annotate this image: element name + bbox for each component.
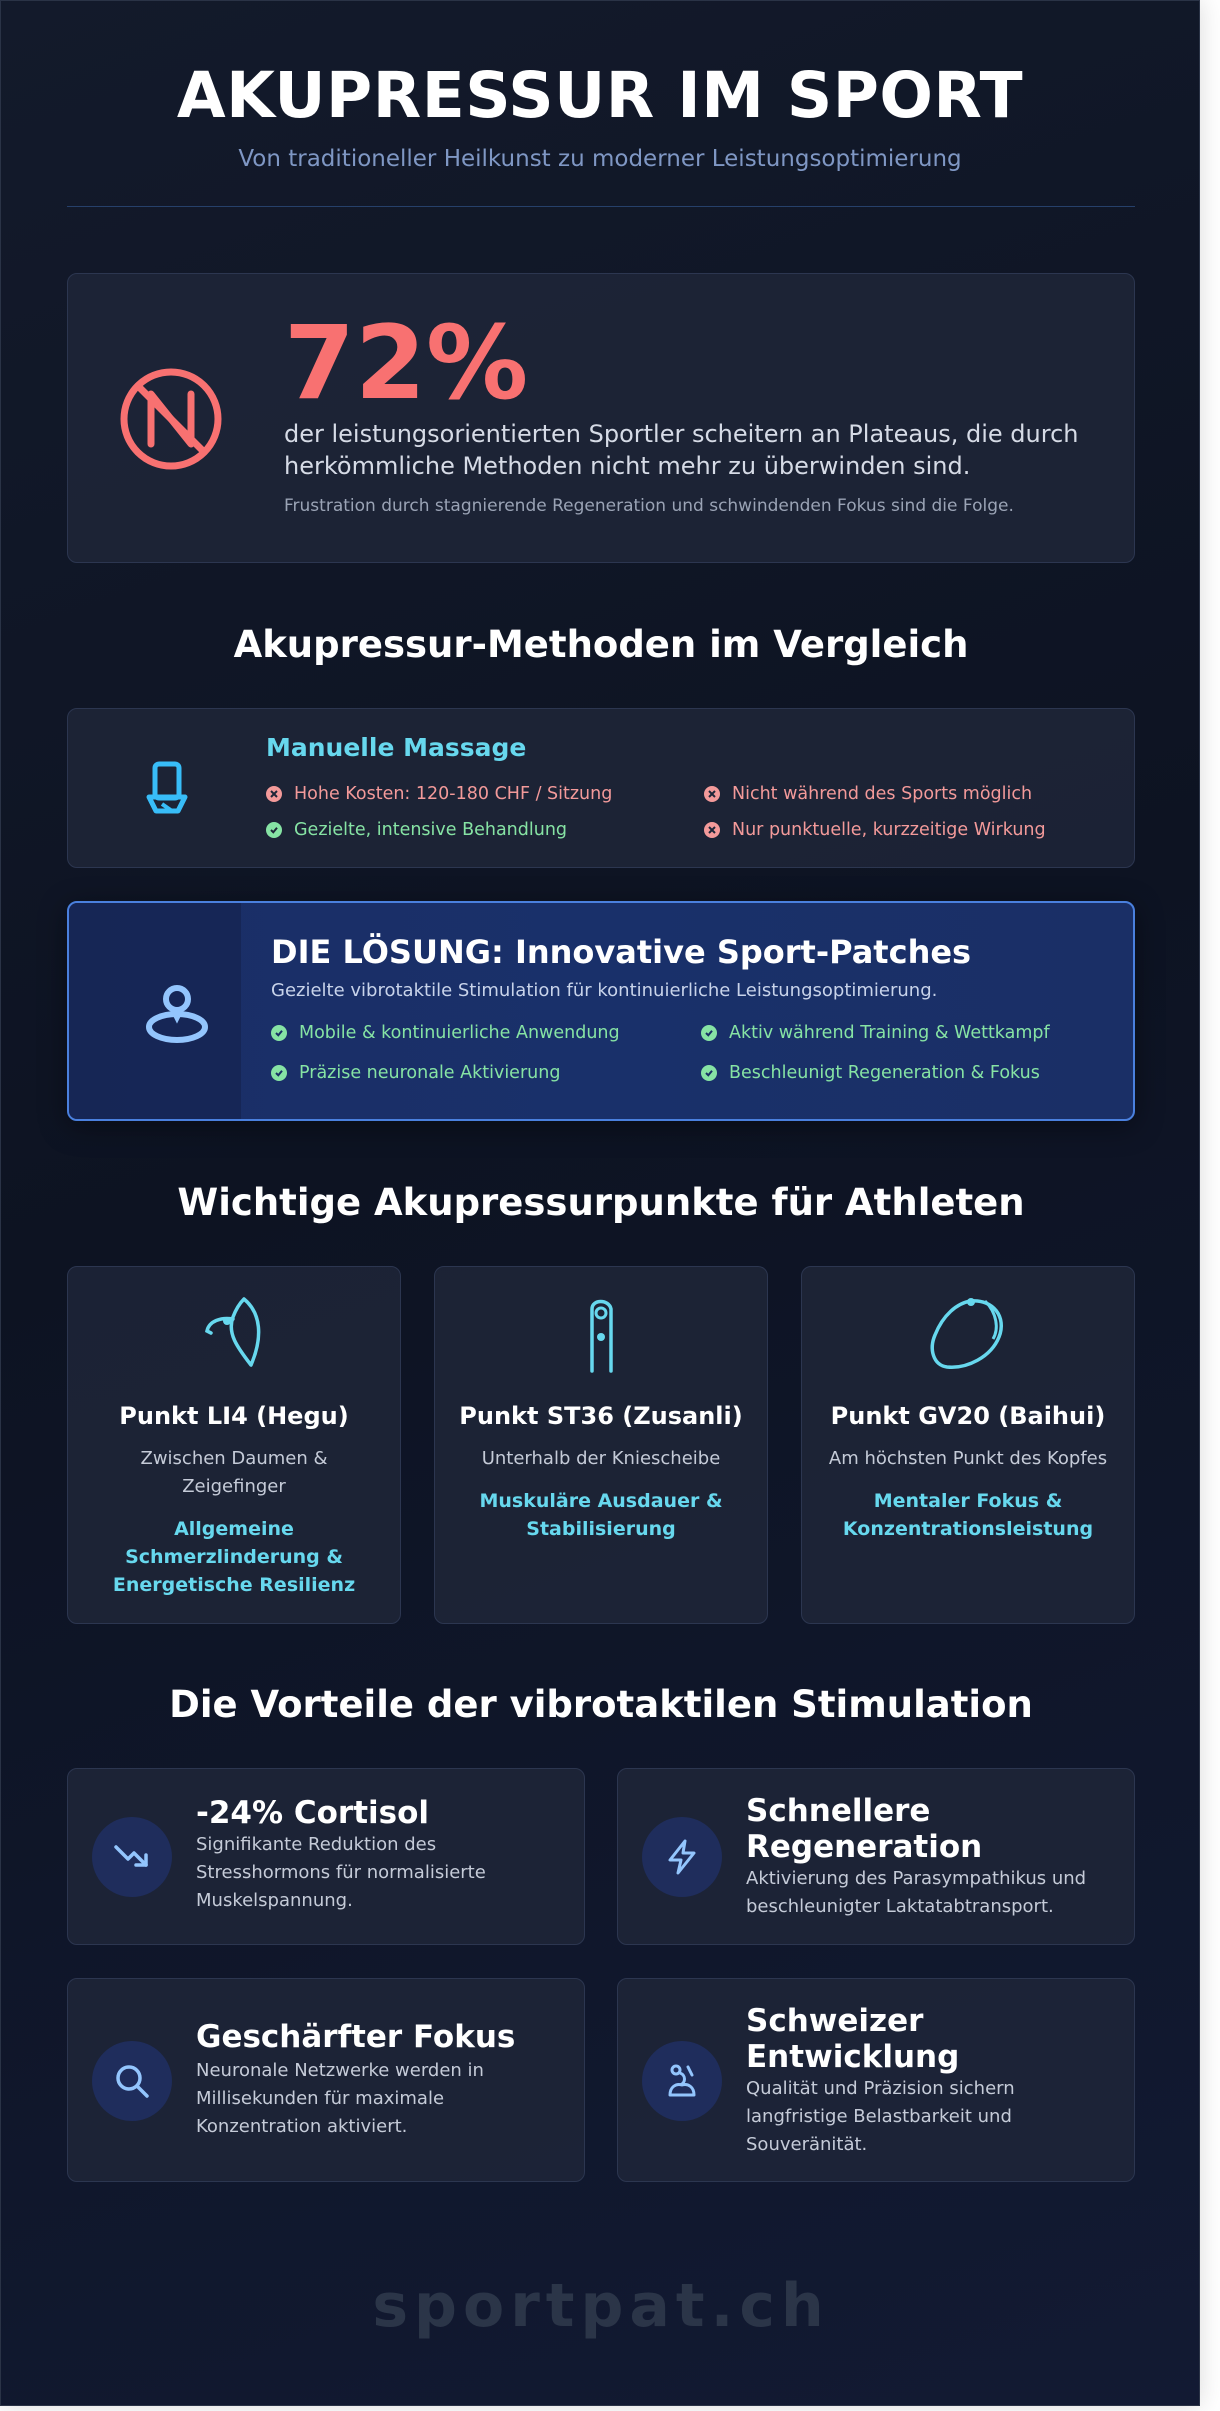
page-title: AKUPRESSUR IM SPORT [176,59,1024,132]
benefit-card-cortisol [67,1768,585,1945]
method-con-item [704,784,1032,804]
patch-icon [143,981,211,1045]
solution-feature-item [701,1023,1050,1043]
solution-feature-item [701,1063,1040,1083]
footer-brand: sportpat.ch [372,2271,830,2341]
manual-massage-title: Manuelle Massage [266,733,527,762]
stat-text: der leistungsorientierten Sportler scheitern an Plateaus, die durch herkömmliche Methoden nicht mehr zu überwinden sind. [284,420,1079,480]
benefit-title: -24% Cortisol [196,1795,430,1831]
header-divider [67,206,1135,207]
check-mark-icon [701,1065,717,1081]
solution-feature-text: Beschleunigt Regeneration & Fokus [729,1063,1040,1083]
point-card-st36 [434,1266,768,1624]
hand-point-icon [199,1295,269,1375]
page-subtitle: Von traditioneller Heilkunst zu moderner Leistungsoptimierung [238,146,962,172]
method-item-text: Hohe Kosten: 120-180 CHF / Sitzung [294,784,613,804]
stat-value: 72% [284,304,529,423]
stat-note: Frustration durch stagnierende Regeneration und schwindenden Fokus sind die Folge. [284,496,1014,516]
solution-feature-item [271,1023,620,1043]
solution-card [67,901,1135,1121]
x-mark-icon [704,786,720,802]
solution-feature-text: Mobile & kontinuierliche Anwendung [299,1023,620,1043]
point-title: Punkt GV20 (Baihui) [830,1402,1106,1430]
benefit-card-regeneration [617,1768,1135,1945]
head-point-icon [923,1295,1013,1375]
method-item-text: Gezielte, intensive Behandlung [294,820,568,840]
check-mark-icon [271,1025,287,1041]
header [1,59,1199,172]
point-title: Punkt ST36 (Zusanli) [459,1402,743,1430]
solution-feature-item [271,1063,560,1083]
point-benefit: Muskuläre Ausdauer & Stabilisierung [479,1490,723,1540]
statistic-card [67,273,1135,563]
benefit-text: Qualität und Präzision sichern langfristige Belastbarkeit und Souveränität. [746,2078,1015,2155]
manual-massage-card [67,708,1135,868]
check-mark-icon [271,1065,287,1081]
solution-feature-text: Präzise neuronale Aktivierung [299,1063,561,1083]
search-icon [112,2061,152,2101]
solution-title: DIE LÖSUNG: Innovative Sport-Patches [271,933,972,971]
point-location: Zwischen Daumen & Zeigefinger [140,1448,328,1497]
check-mark-icon [266,822,282,838]
benefit-text: Neuronale Netzwerke werden in Millisekunden für maximale Konzentration aktiviert. [196,2060,484,2137]
benefit-card-swiss [617,1978,1135,2182]
method-pro-item [266,820,567,840]
point-benefit: Allgemeine Schmerzlinderung & Energetische Resilienz [112,1518,356,1596]
solution-feature-text: Aktiv während Training & Wettkampf [729,1023,1050,1043]
check-mark-icon [701,1025,717,1041]
point-card-li4 [67,1266,401,1624]
point-location: Unterhalb der Kniescheibe [481,1448,721,1469]
point-card-gv20 [801,1266,1135,1624]
prohibition-icon [118,366,224,472]
point-title: Punkt LI4 (Hegu) [119,1402,349,1430]
method-con-item [266,784,612,804]
benefit-card-focus [67,1978,585,2182]
points-section-title: Wichtige Akupressurpunkte für Athleten [177,1181,1025,1224]
point-benefit: Mentaler Fokus & Konzentrationsleistung [842,1490,1094,1540]
methods-section-title: Akupressur-Methoden im Vergleich [233,623,969,666]
benefit-title: Schnellere Regeneration [746,1793,983,1865]
method-item-text: Nur punktuelle, kurzzeitige Wirkung [732,820,1046,840]
lightning-icon [662,1837,702,1877]
point-location: Am höchsten Punkt des Kopfes [828,1448,1108,1469]
benefit-text: Aktivierung des Parasympathikus und beschleunigter Laktatabtransport. [746,1868,1087,1917]
x-mark-icon [704,822,720,838]
benefit-title: Schweizer Entwicklung [746,2003,960,2075]
trend-down-icon [112,1837,152,1877]
method-item-text: Nicht während des Sports möglich [732,784,1033,804]
x-mark-icon [266,786,282,802]
innovation-icon [662,2061,702,2101]
leg-point-icon [581,1295,621,1375]
massage-device-icon [142,759,192,817]
benefit-text: Signifikante Reduktion des Stresshormons für normalisierte Muskelspannung. [196,1834,486,1911]
benefits-section-title: Die Vorteile der vibrotaktilen Stimulation [169,1683,1033,1726]
benefit-title: Geschärfter Fokus [196,2019,516,2055]
solution-subtitle: Gezielte vibrotaktile Stimulation für kontinuierliche Leistungsoptimierung. [271,980,938,1001]
method-con-item [704,820,1046,840]
